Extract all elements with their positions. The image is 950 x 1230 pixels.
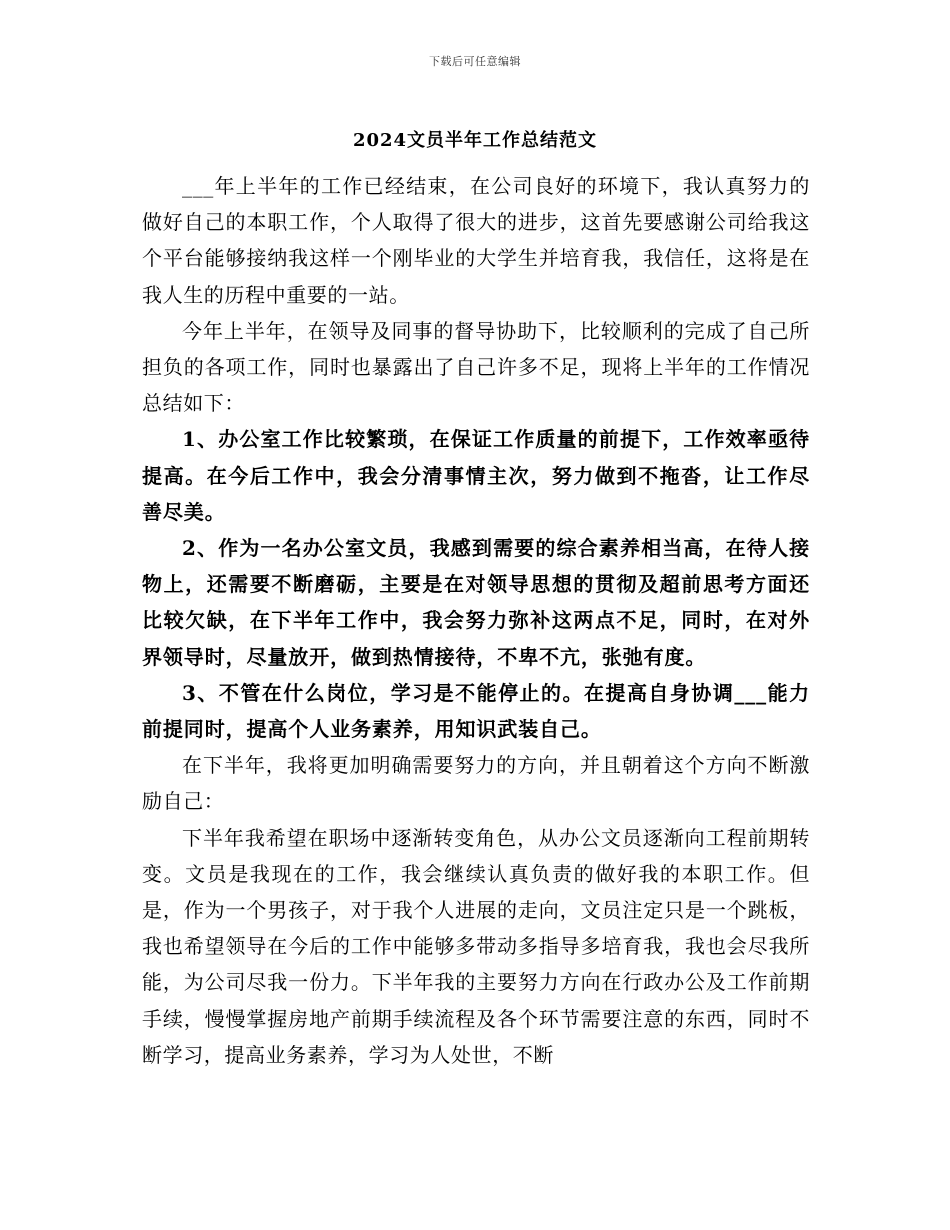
paragraph-summary-lead: 今年上半年，在领导及同事的督导协助下，比较顺利的完成了自己所担负的各项工作，同时也暴露出了自己许多不足，现将上半年的工作情况总结如下： [142,318,810,416]
paragraph-intro: ___年上半年的工作已经结束，在公司良好的环境下，我认真努力的做好自己的本职工作，个人取得了很大的进步，这首先要感谢公司给我这个平台能够接纳我这样一个刚毕业的大学生并培育我，我信任，这将是在我人生的历程中重要的一站。 [142,174,810,307]
header-note: 下载后可任意编辑 [429,55,521,68]
document-body [142,168,810,1073]
paragraph-point-1: 1、办公室工作比较繁琐，在保证工作质量的前提下，工作效率亟待提高。在今后工作中，我会分清事情主次，努力做到不拖沓，让工作尽善尽美。 [142,427,810,524]
page-title: 2024文员半年工作总结范文 [352,130,598,151]
paragraph-point-2: 2、作为一名办公室文员，我感到需要的综合素养相当高，在待人接物上，还需要不断磨砺，主要是在对领导思想的贯彻及超前思考方面还比较欠缺，在下半年工作中，我会努力弥补这两点不足，同时，在对外界领导时，尽量放开，做到热情接待，不卑不亢，张弛有度。 [142,536,810,669]
paragraph-outlook: 下半年我希望在职场中逐渐转变角色，从办公文员逐渐向工程前期转变。文员是我现在的工作，我会继续认真负责的做好我的本职工作。但是，作为一个男孩子，对于我个人进展的走向，文员注定只是一个跳板，我也希望领导在今后的工作中能够多带动多指导多培育我，我也会尽我所能，为公司尽我一份力。下半年我的主要努力方向在行政办公及工作前期手续，慢慢掌握房地产前期手续流程及各个环节需要注意的东西，同时不断学习，提高业务素养，学习为人处世，不断 [142,825,810,1067]
paragraph-point-3: 3、不管在什么岗位，学习是不能停止的。在提高自身协调___能力前提同时，提高个人业务素养，用知识武装自己。 [142,680,810,742]
paragraph-outlook-lead: 在下半年，我将更加明确需要努力的方向，并且朝着这个方向不断激励自己： [142,753,810,814]
